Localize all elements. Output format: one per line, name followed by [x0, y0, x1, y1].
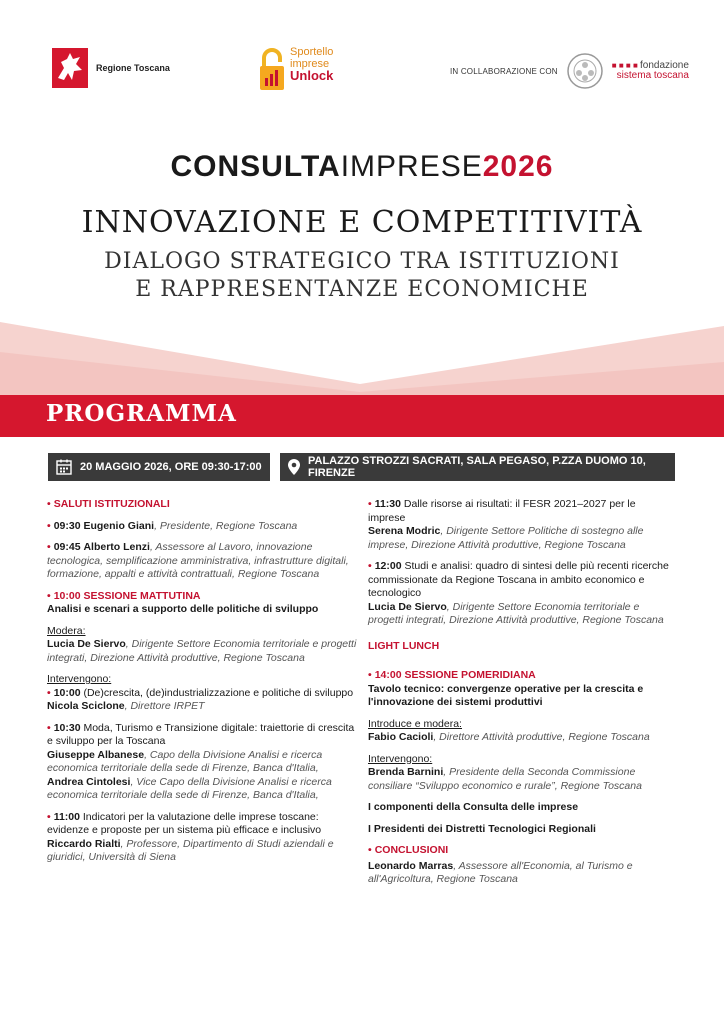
main-title: INNOVAZIONE E COMPETITIVITÀ: [81, 205, 643, 240]
lunch-break: LIGHT LUNCH: [368, 639, 440, 652]
speaker: Leonardo Marras, Assessore all'Economia, al Turismo e all'Agricoltura, Regione Toscana: [368, 859, 633, 885]
pegasus-icon: [52, 48, 88, 88]
date-text: 20 MAGGIO 2026, ORE 09:30-17:00: [80, 461, 262, 473]
padlock-icon: [258, 46, 286, 92]
program-item: • 11:30 Dalle risorse ai risultati: il FESR 2021–2027 per le imprese Serena Modric, Dirigente Settore Politiche di sostegno alle imprese, Direzione Attività produttive, Regione Toscana: [368, 498, 644, 551]
subtitle: [0, 248, 724, 304]
subtitle-line2: E RAPPRESENTANZE ECONOMICHE: [135, 277, 589, 302]
unlock-line1: Sportello: [290, 46, 334, 58]
participants-line: I Presidenti dei Distretti Tecnologici Regionali: [368, 822, 596, 835]
unlock-line3: Unlock: [290, 68, 334, 83]
fondazione-line2: sistema toscana: [616, 70, 689, 81]
sportello-unlock-logo: [258, 46, 333, 92]
header-logos: [0, 0, 724, 110]
session-title: Analisi e scenari a supporto delle politiche di sviluppo: [47, 603, 319, 615]
program-right-column: [368, 498, 674, 887]
section-heading: SALUTI ISTITUZIONALI: [53, 498, 170, 510]
place-text: PALAZZO STROZZI SACRATI, SALA PEGASO, P.ZZA DUOMO 10, FIRENZE: [308, 455, 646, 479]
saluti-section: • SALUTI ISTITUZIONALI: [47, 498, 170, 510]
fondazione-line1: fondazione: [640, 60, 689, 71]
program-item: • 12:00 Studi e analisi: quadro di sintesi delle più recenti ricerche commissionate da Regione Toscana in ambito economico e tecnologico Lucia De Siervo, Dirigente Settore Economia territoriale e progetti integrati, Direzione Attività produttive, Regione Toscana: [368, 560, 669, 626]
collaboration-block: [450, 52, 689, 90]
modera-label: Modera:: [47, 624, 86, 637]
consulta-word: CONSULTA: [170, 150, 341, 183]
fondazione-logo: ■ ■ ■ ■ fondazione sistema toscana: [611, 60, 689, 81]
intervengono-label: Intervengono:: [47, 673, 112, 685]
speaker: Brenda Barnini, Presidente della Seconda Commissione consiliare “Sviluppo economico e rurale”, Regione Toscana: [368, 766, 642, 792]
seal-icon: [566, 52, 604, 90]
introduce-label: Introduce e modera:: [368, 717, 462, 730]
participants-line: I componenti della Consulta delle imprese: [368, 801, 579, 813]
imprese-word: IMPRESE: [340, 150, 483, 183]
calendar-icon: [56, 459, 72, 475]
program-left-column: [47, 498, 359, 873]
program-item: • 09:45 Alberto Lenzi, Assessore al Lavoro, innovazione tecnologica, semplificazione amministrativa, infrastrutture digitali, formazione, appalti e attività contrattuali, Regione Toscana: [47, 541, 349, 580]
session-title: Tavolo tecnico: convergenze operative per la crescita e l'innovazione dei sistemi produttivi: [368, 682, 644, 708]
decorative-band: [0, 322, 724, 398]
place-pill: [280, 453, 675, 481]
collab-label: IN COLLABORAZIONE CON: [450, 66, 558, 76]
conclusions-heading: • CONCLUSIONI: [368, 844, 449, 856]
subtitle-line1: DIALOGO STRATEGICO TRA ISTITUZIONI: [104, 249, 620, 274]
program-item: • 10:30 Moda, Turismo e Transizione digitale: traiettorie di crescita e sviluppo per la Toscana Giuseppe Albanese, Capo della Divisione Analisi e ricerca economica territoriale della sede di Firenze, Banca d'Italia, Andrea Cintolesi, Vice Capo della Divisione Analisi e ricerca economica territoriale della sede di Firenze, Banca d'Italia,: [47, 721, 355, 801]
location-pin-icon: [288, 459, 300, 475]
programma-title: PROGRAMMA: [46, 400, 237, 427]
regione-toscana-logo: [52, 48, 170, 88]
regione-label: Regione Toscana: [96, 63, 170, 73]
date-pill: [48, 453, 270, 481]
moderator: Fabio Cacioli, Direttore Attività produttive, Regione Toscana: [368, 731, 650, 743]
year-word: 2026: [482, 150, 554, 183]
program-item: • 10:00 (De)crescita, (de)industrializzazione e politiche di sviluppo Nicola Sciclone, Direttore IRPET: [47, 686, 354, 712]
moderator: Lucia De Siervo, Dirigente Settore Economia territoriale e progetti integrati, Direzione Attività produttive, Regione Toscana: [47, 638, 357, 664]
intervengono-label: Intervengono:: [368, 752, 433, 765]
section-heading: 10:00 SESSIONE MATTUTINA: [53, 589, 201, 602]
program-item: • 11:00 Indicatori per la valutazione delle imprese toscane: evidenze e proposte per un sistema più efficace e inclusivo Riccardo Rialti, Professore, Dipartimento di Studi aziendali e giuridici, Università di Siena: [47, 810, 334, 863]
afternoon-session: • 14:00 SESSIONE POMERIDIANA Tavolo tecnico: convergenze operative per la crescita e l'innovazione dei sistemi produttivi: [368, 669, 674, 710]
unlock-line2: imprese: [290, 58, 330, 70]
morning-session: • 10:00 SESSIONE MATTUTINA Analisi e scenari a supporto delle politiche di sviluppo: [47, 590, 359, 617]
program-item: • 09:30 Eugenio Giani, Presidente, Regione Toscana: [47, 519, 298, 532]
consulta-title: [0, 150, 724, 184]
section-heading: 14:00 SESSIONE POMERIDIANA: [374, 669, 536, 681]
